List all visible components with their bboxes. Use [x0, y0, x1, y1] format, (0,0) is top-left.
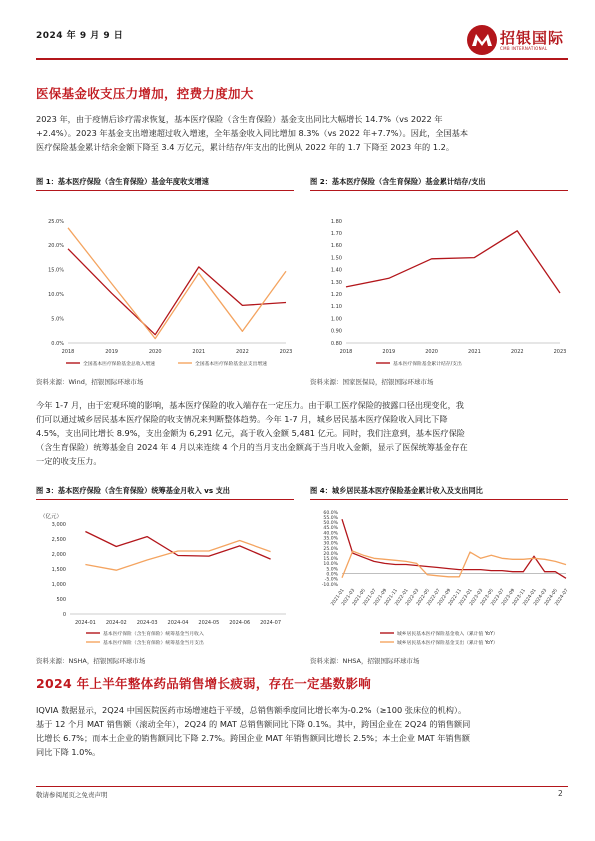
y-tick-label: 1,500	[51, 566, 66, 573]
paragraph-line: 2023 年，由于疫情后诊疗需求恢复，基本医疗保险（含生育保险）基金支出同比大幅增长 14.7%（vs 2022 年	[36, 114, 443, 124]
y-tick-label: 1.40	[330, 267, 342, 274]
x-tick-label: 2024-03	[136, 620, 158, 626]
x-tick-label: 2024-06	[229, 620, 251, 626]
y-tick-label: -10.0%	[321, 582, 338, 588]
y-tick-label: -5.0%	[324, 577, 338, 583]
y-tick-label: 2,500	[51, 536, 66, 543]
series-line	[85, 532, 270, 560]
figure-2-chart	[310, 191, 568, 371]
x-tick-label: 2018	[61, 349, 75, 355]
x-tick-label: 2022-11	[447, 588, 463, 607]
y-tick-label: 1.20	[330, 292, 342, 298]
x-tick-label: 2021-05	[351, 588, 367, 607]
series-line	[68, 228, 286, 339]
legend-label: 基本医疗保险（含生育保险）统筹基金当月支出	[103, 640, 204, 646]
figure-3-source: 资料来源：NSHA，招银国际环球市场	[36, 657, 146, 665]
y-tick-label: 15.0%	[323, 557, 338, 563]
x-tick-label: 2020	[425, 349, 438, 355]
paragraph-line: 4.5%，支出同比增长 8.9%，支出金额为 6,291 亿元，高于收入金额 5,481 亿元。同时，我们注意到，基本医疗保险	[36, 428, 465, 438]
footer-disclaimer: 敬请参阅尾页之免责声明	[36, 791, 108, 799]
x-tick-label: 2024-02	[105, 620, 127, 626]
x-tick-label: 2023-07	[490, 588, 506, 607]
x-tick-label: 2019	[382, 349, 396, 355]
paragraph-line: 比增长 6.7%；而本土企业的销售额同比下降 2.7%。跨国企业 MAT 年销售额同比增长 2.5%；本土企业 MAT 年销售额	[36, 733, 470, 743]
y-tick-label: 0.90	[330, 328, 342, 335]
y-tick-label: 15.0%	[48, 267, 64, 274]
y-tick-label: 25.0%	[48, 218, 64, 225]
figure-4-caption: 图 4：城乡居民基本医疗保险基金累计收入及支出同比	[310, 486, 568, 500]
x-tick-label: 2023-11	[511, 588, 527, 607]
x-tick-label: 2022-05	[415, 588, 431, 607]
y-tick-label: 20.0%	[48, 243, 64, 250]
figure-3	[36, 486, 294, 665]
x-tick-label: 2022	[510, 349, 524, 355]
x-tick-label: 2023	[279, 349, 293, 355]
figure-1-source: 资料来源：Wind，招银国际环球市场	[36, 378, 144, 386]
x-tick-label: 2024-01	[522, 588, 538, 607]
y-tick-label: 500	[56, 596, 66, 603]
legend-label: 城乡居民基本医疗保险基金支出（累计值 YoY）	[397, 640, 498, 646]
paragraph-3	[36, 703, 562, 759]
y-tick-label: 45.0%	[323, 526, 338, 532]
x-tick-label: 2023-01	[458, 588, 474, 607]
y-tick-label: 50.0%	[323, 521, 338, 527]
y-tick-label: 5.0%	[326, 567, 338, 573]
axis-unit-label: （亿元）	[40, 514, 63, 520]
y-tick-label: 2,000	[51, 551, 66, 558]
x-tick-label: 2022-01	[394, 588, 410, 607]
figure-1-chart	[36, 191, 294, 371]
y-tick-label: 35.0%	[323, 536, 338, 542]
paragraph-line: 今年 1-7 月，由于宏观环境的影响，基本医疗保险的收入端存在一定压力。由于职工医疗保险的披露口径出现变化，我	[36, 400, 464, 410]
y-tick-label: 1.50	[330, 255, 342, 262]
page-number: 2	[558, 789, 563, 798]
paragraph-line: 们可以通过城乡居民基本医疗保险的收支情况来判断整体趋势。今年 1-7 月，城乡居民基本医疗保险收入同比下降	[36, 414, 448, 424]
y-tick-label: 10.0%	[48, 292, 64, 298]
y-tick-label: 1.10	[330, 304, 342, 311]
logo-subtext: CMB INTERNATIONAL	[500, 46, 548, 51]
section-title-1: 医保基金收支压力增加，控费力度加大	[36, 86, 254, 101]
paragraph-line: （含生育保险）统筹基金自 2024 年 4 月以来连续 4 个月的当月支出金额高于当月收入金额，显示了医保统筹基金存在	[36, 442, 468, 452]
x-tick-label: 2021	[192, 349, 206, 355]
x-tick-label: 2023-03	[469, 588, 485, 607]
x-tick-label: 2020	[148, 349, 162, 355]
figure-2-source: 资料来源：国家医保局，招银国际环球市场	[310, 378, 434, 386]
x-tick-label: 2019	[105, 349, 118, 355]
figure-3-chart	[36, 500, 294, 650]
y-tick-label: 5.0%	[51, 316, 64, 323]
x-tick-label: 2023-05	[479, 588, 495, 607]
figure-4-chart	[310, 500, 568, 650]
x-tick-label: 2021	[468, 349, 481, 355]
company-logo	[466, 22, 568, 58]
y-tick-label: 10.0%	[323, 562, 338, 568]
paragraph-line: 同比下降 1.0%。	[36, 747, 101, 757]
x-tick-label: 2021-01	[330, 588, 346, 607]
paragraph-1	[36, 112, 562, 154]
y-tick-label: 0	[62, 611, 66, 618]
x-tick-label: 2022	[236, 349, 249, 355]
y-tick-label: 55.0%	[323, 515, 338, 521]
x-tick-label: 2022-03	[405, 588, 421, 607]
y-tick-label: 40.0%	[323, 531, 338, 537]
legend-label: 基本医疗保险基金累计结存/支出	[393, 361, 462, 367]
x-tick-label: 2021-07	[362, 588, 378, 607]
paragraph-line: 一定的收支压力。	[36, 456, 102, 466]
x-tick-label: 2024-07	[554, 588, 570, 607]
x-tick-label: 2024-05	[543, 588, 559, 607]
y-tick-label: 1.30	[330, 279, 342, 286]
y-tick-label: 1.60	[330, 243, 342, 250]
series-line	[68, 249, 286, 335]
legend-label: 基本医疗保险（含生育保险）统筹基金当月收入	[103, 631, 204, 637]
x-tick-label: 2024-07	[260, 620, 282, 626]
series-line	[346, 231, 560, 293]
legend-label: 城乡居民基本医疗保险基金收入（累计值 YoY）	[397, 631, 498, 637]
x-tick-label: 2022-07	[426, 588, 442, 607]
y-tick-label: 1,000	[51, 581, 66, 588]
footer-divider	[36, 786, 568, 787]
figure-4-source: 资料来源：NHSA，招银国际环球市场	[310, 657, 420, 665]
figure-4	[310, 486, 568, 665]
paragraph-2	[36, 398, 562, 468]
x-tick-label: 2024-01	[74, 620, 96, 626]
legend-label: 全国基本医疗保险基金总支出增速	[195, 361, 267, 367]
paragraph-line: IQVIA 数据显示，2Q24 中国医院医药市场增速趋于平缓，总销售额季度同比增长率为-0.2%（≥100 张床位的机构）。	[36, 705, 467, 715]
y-tick-label: 1.00	[330, 316, 342, 323]
y-tick-label: 1.70	[330, 231, 342, 237]
paragraph-line: 基于 12 个月 MAT 销售额（滚动全年），2Q24 的 MAT 总销售额同比下降 0.1%。其中，跨国企业在 2Q24 的销售额同	[36, 719, 471, 729]
section-title-2: 2024 年上半年整体药品销售增长疲弱，存在一定基数影响	[36, 676, 372, 691]
figure-3-caption: 图 3：基本医疗保险（含生育保险）统筹基金月收入 vs 支出	[36, 486, 294, 500]
series-line	[342, 519, 566, 578]
x-tick-label: 2018	[339, 349, 353, 355]
header-divider	[36, 58, 568, 60]
y-tick-label: 3,000	[51, 521, 66, 528]
logo-text: 招银国际	[500, 29, 565, 47]
x-tick-label: 2024-04	[167, 620, 189, 626]
x-tick-label: 2023	[553, 349, 567, 355]
x-tick-label: 2021-11	[383, 588, 399, 607]
y-tick-label: 20.0%	[323, 551, 338, 557]
y-tick-label: 25.0%	[323, 546, 338, 552]
report-date: 2024 年 9 月 9 日	[36, 31, 124, 41]
x-tick-label: 2023-09	[501, 588, 517, 607]
y-tick-label: 0.0%	[326, 572, 338, 578]
y-tick-label: 60.0%	[323, 510, 338, 516]
logo-mark-icon	[466, 24, 498, 56]
x-tick-label: 2021-09	[373, 588, 389, 607]
x-tick-label: 2022-09	[437, 588, 453, 607]
y-tick-label: 30.0%	[323, 541, 338, 547]
y-tick-label: 0.0%	[51, 340, 64, 347]
paragraph-line: 医疗保险基金累计结余金额下降至 3.4 万亿元，累计结存/年支出的比例从 2022 年的 1.7 下降至 2023 年的 1.2。	[36, 142, 455, 152]
y-tick-label: 1.80	[330, 218, 342, 225]
figure-2	[310, 177, 568, 386]
x-tick-label: 2024-05	[198, 620, 220, 626]
legend-label: 全国基本医疗保险基金总收入增速	[83, 361, 155, 367]
paragraph-line: +2.4%）。2023 年基金支出增速超过收入增速，全年基金收入同比增加 8.3%（vs 2022 年+7.7%）。因此，全国基本	[36, 128, 469, 138]
figure-1-caption: 图 1：基本医疗保险（含生育保险）基金年度收支增速	[36, 177, 294, 191]
figure-1	[36, 177, 294, 386]
figure-2-caption: 图 2：基本医疗保险（含生育保险）基金累计结存/支出	[310, 177, 568, 191]
y-tick-label: 0.80	[330, 340, 342, 347]
x-tick-label: 2021-03	[341, 588, 357, 607]
x-tick-label: 2024-03	[533, 588, 549, 607]
